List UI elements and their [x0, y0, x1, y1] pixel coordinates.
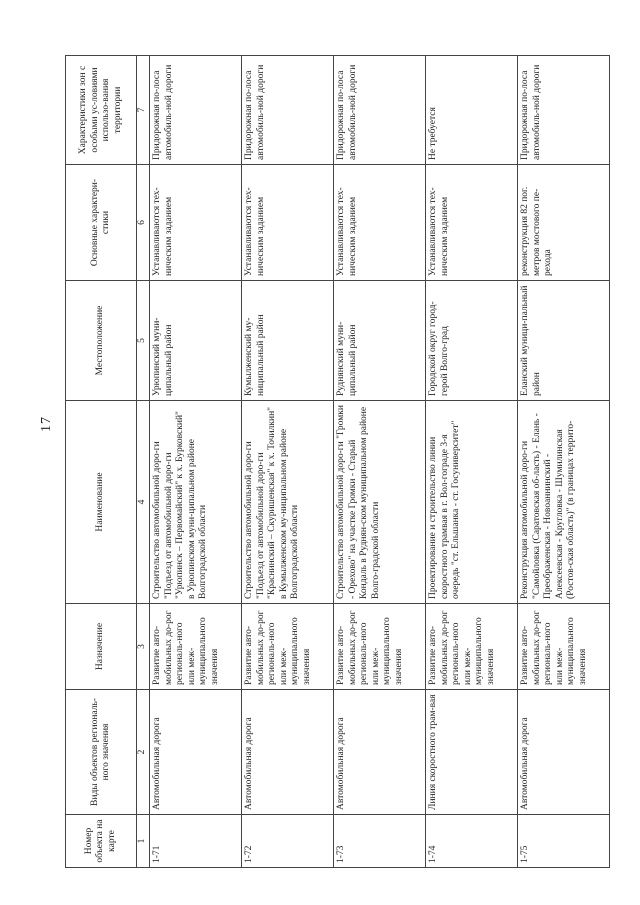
header-location: Местоположение [66, 281, 137, 401]
cell-name: Строительство автомобильной доро-ги "Громки - Орехово" на участке Громки - Старый Кондаль в Руднян-ском муниципальном районе Волго-градской области [334, 401, 426, 604]
cell-zones: Не требуется [426, 56, 518, 165]
cell-zones: Придорожная по-лоса автомобиль-ной дороги [334, 56, 426, 165]
column-number: 4 [137, 401, 150, 604]
cell-number: 1-73 [334, 815, 426, 868]
page-number: 17 [39, 416, 54, 432]
cell-location: Урюпинский муни-ципальный район [150, 281, 242, 401]
cell-name: Реконструкция автомобильной доро-ги "Самойловка (Саратовская об-ласть) - Елань - Преображенская - Новоаннинский - Алексеевская - Кругловка - Шумилинская (Ростов-ская область)" (в границах террито- [518, 401, 610, 604]
cell-type: Автомобильная дорога [242, 690, 334, 815]
cell-purpose: Развитие авто-мобильных до-рог региональ-ного или меж-муниципального значения [334, 604, 426, 690]
column-number: 7 [137, 56, 150, 165]
cell-purpose: Развитие авто-мобильных до-рог региональ-ного или меж-муниципального значения [518, 604, 610, 690]
cell-type: Автомобильная дорога [518, 690, 610, 815]
header-purpose: Назначение [66, 604, 137, 690]
column-number: 3 [137, 604, 150, 690]
cell-type: Автомобильная дорога [150, 690, 242, 815]
column-number: 2 [137, 690, 150, 815]
table-row [150, 56, 242, 868]
cell-name: Строительство автомобильной доро-ги "Подъезд от автомобильной доро-ги "Краснинский – Скуришенская" к х. Точилкин" в Кумылженском му-ниципальном районе Волгоградской области [242, 401, 334, 604]
cell-type: Линия скоростного трам-вая [426, 690, 518, 815]
cell-location: Еланский муници-пальный район [518, 281, 610, 401]
cell-characteristics: Устанавливаются тех-ническим заданием [426, 165, 518, 281]
cell-number: 1-71 [150, 815, 242, 868]
cell-purpose: Развитие авто-мобильных до-рог региональ-ного или меж-муниципального значения [150, 604, 242, 690]
cell-zones: Придорожная по-лоса автомобиль-ной дороги [518, 56, 610, 165]
header-name: Наименование [66, 401, 137, 604]
header-object-number: Номер объекта на карте [66, 815, 137, 868]
cell-characteristics: реконструкция 82 пог. метров мостового пе-рехода [518, 165, 610, 281]
table-row [426, 56, 518, 868]
column-number: 5 [137, 281, 150, 401]
header-characteristics: Основные характери-стики [66, 165, 137, 281]
cell-zones: Придорожная по-лоса автомобиль-ной дороги [242, 56, 334, 165]
table-row [242, 56, 334, 868]
cell-characteristics: Устанавливаются тех-ническим заданием [334, 165, 426, 281]
cell-name: Строительство автомобильной доро-ги "Подъезд от автомобильной доро-ги "Урюпинск – Первомайский" к х. Бурковский" в Урюпинском муни-ципальном районе Волгоградской области [150, 401, 242, 604]
cell-characteristics: Устанавливаются тех-ническим заданием [150, 165, 242, 281]
cell-number: 1-72 [242, 815, 334, 868]
table-row [518, 56, 610, 868]
planning-table [65, 55, 610, 868]
planning-table-container [65, 56, 610, 868]
column-number: 6 [137, 165, 150, 281]
cell-location: Руднянский муни-ципальный район [334, 281, 426, 401]
table-header-row [66, 56, 137, 868]
column-number-row [137, 56, 150, 868]
cell-number: 1-74 [426, 815, 518, 868]
cell-location: Городской округ город-герой Волго-град [426, 281, 518, 401]
cell-location: Кумылженский му-ниципальный район [242, 281, 334, 401]
cell-number: 1-75 [518, 815, 610, 868]
cell-purpose: Развитие авто-мобильных до-рог региональ-ного или меж-муниципального значения [426, 604, 518, 690]
column-number: 1 [137, 815, 150, 868]
header-object-type: Виды объектов региональ-ного значения [66, 690, 137, 815]
cell-characteristics: Устанавливаются тех-ническим заданием [242, 165, 334, 281]
header-zones: Характеристики зон с особыми ус-ловиями использо-вания территории [66, 56, 137, 165]
cell-type: Автомобильная дорога [334, 690, 426, 815]
table-row [334, 56, 426, 868]
cell-zones: Придорожная по-лоса автомобиль-ной дороги [150, 56, 242, 165]
cell-purpose: Развитие авто-мобильных до-рог региональ-ного или меж-муниципального значения [242, 604, 334, 690]
cell-name: Проектирование и строительство линии скоростного трамвая в г. Вол-гограде 3-я очередь "ст. Ельшанка - ст. Госуниверситет" [426, 401, 518, 604]
